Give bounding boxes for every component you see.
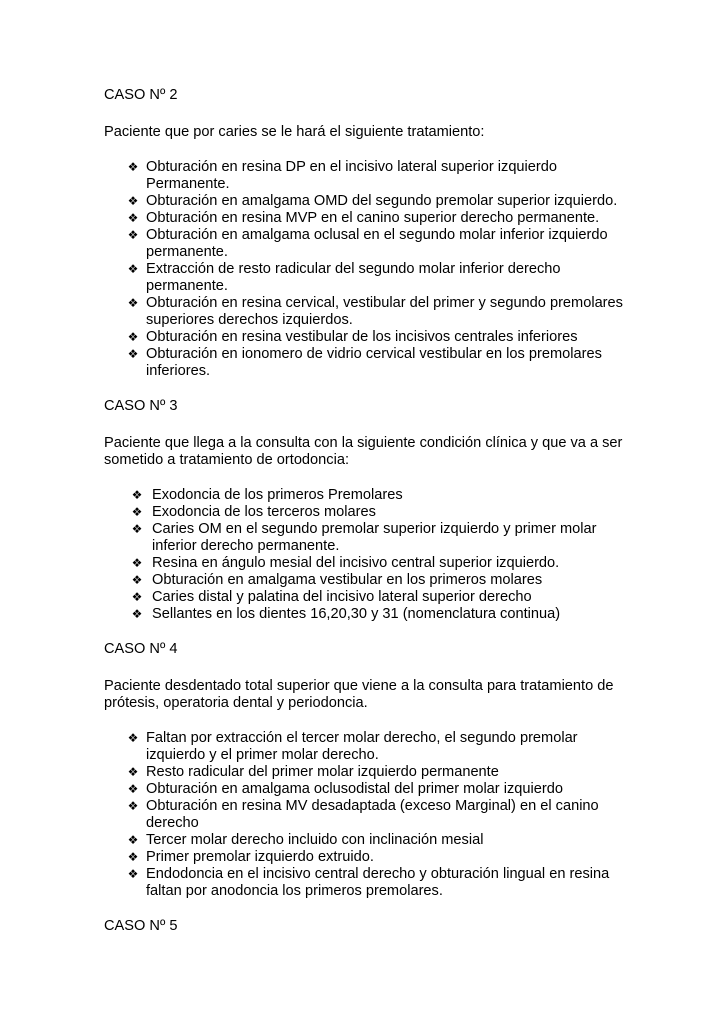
list-item	[104, 227, 628, 261]
case-4-section	[104, 641, 628, 918]
list-item	[104, 572, 628, 589]
list-item	[104, 261, 628, 295]
list-item	[104, 504, 628, 521]
list-item	[104, 781, 628, 798]
list-item-text: Obturación en amalgama oclusal en el segundo molar inferior izquierdo permanente.	[146, 227, 608, 260]
case-2-section	[104, 87, 628, 398]
diamond-bullet-icon: ❖	[127, 833, 139, 847]
list-item	[104, 832, 628, 849]
list-item	[104, 193, 628, 210]
case-intro: Paciente que por caries se le hará el siguiente tratamiento:	[104, 124, 485, 140]
case-heading: CASO Nº 5	[104, 918, 178, 934]
list-item-text: Sellantes en los dientes 16,20,30 y 31 (nomenclatura continua)	[152, 606, 561, 622]
diamond-bullet-icon: ❖	[127, 765, 139, 779]
list-item-text: Caries distal y palatina del incisivo lateral superior derecho	[152, 589, 532, 605]
diamond-bullet-icon: ❖	[131, 522, 143, 536]
list-item-text: Obturación en amalgama oclusodistal del primer molar izquierdo	[146, 781, 563, 797]
list-item-text: Caries OM en el segundo premolar superior izquierdo y primer molar inferior derecho permanente.	[152, 521, 597, 554]
diamond-bullet-icon: ❖	[127, 160, 139, 174]
list-item	[104, 764, 628, 781]
list-item	[104, 555, 628, 572]
case-intro: Paciente desdentado total superior que viene a la consulta para tratamiento de prótesis, operatoria dental y periodoncia.	[104, 678, 614, 711]
treatment-list	[104, 159, 628, 380]
case-heading: CASO Nº 2	[104, 87, 178, 103]
list-item-text: Exodoncia de los terceros molares	[152, 504, 376, 520]
list-item-text: Obturación en resina vestibular de los incisivos centrales inferiores	[146, 329, 578, 345]
diamond-bullet-icon: ❖	[131, 590, 143, 604]
case-heading: CASO Nº 3	[104, 398, 178, 414]
diamond-bullet-icon: ❖	[127, 262, 139, 276]
list-item	[104, 866, 628, 900]
list-item	[104, 487, 628, 504]
list-item-text: Obturación en resina MVP en el canino superior derecho permanente.	[146, 210, 600, 226]
case-3-section	[104, 398, 628, 641]
diamond-bullet-icon: ❖	[127, 228, 139, 242]
diamond-bullet-icon: ❖	[131, 607, 143, 621]
diamond-bullet-icon: ❖	[127, 782, 139, 796]
list-item-text: Obturación en resina DP en el incisivo lateral superior izquierdo Permanente.	[146, 159, 558, 192]
list-item	[104, 210, 628, 227]
diamond-bullet-icon: ❖	[131, 556, 143, 570]
list-item	[104, 589, 628, 606]
case-heading: CASO Nº 4	[104, 641, 178, 657]
list-item-text: Resina en ángulo mesial del incisivo central superior izquierdo.	[152, 555, 560, 571]
treatment-list	[104, 730, 628, 900]
list-item	[104, 295, 628, 329]
diamond-bullet-icon: ❖	[127, 799, 139, 813]
diamond-bullet-icon: ❖	[127, 850, 139, 864]
list-item-text: Endodoncia en el incisivo central derecho y obturación lingual en resina faltan por anodoncia los primeros premolares.	[146, 866, 610, 899]
diamond-bullet-icon: ❖	[127, 211, 139, 225]
list-item	[104, 329, 628, 346]
list-item	[104, 730, 628, 764]
treatment-list	[104, 487, 628, 623]
list-item	[104, 521, 628, 555]
list-item	[104, 849, 628, 866]
list-item-text: Extracción de resto radicular del segundo molar inferior derecho permanente.	[146, 261, 561, 294]
diamond-bullet-icon: ❖	[127, 347, 139, 361]
case-5-section	[104, 918, 628, 935]
diamond-bullet-icon: ❖	[127, 330, 139, 344]
list-item-text: Obturación en amalgama vestibular en los primeros molares	[152, 572, 543, 588]
list-item-text: Exodoncia de los primeros Premolares	[152, 487, 403, 503]
diamond-bullet-icon: ❖	[127, 867, 139, 881]
list-item	[104, 606, 628, 623]
diamond-bullet-icon: ❖	[131, 573, 143, 587]
list-item	[104, 798, 628, 832]
list-item-text: Primer premolar izquierdo extruido.	[146, 849, 374, 865]
diamond-bullet-icon: ❖	[131, 505, 143, 519]
list-item-text: Obturación en resina cervical, vestibular del primer y segundo premolares superiores derechos izquierdos.	[146, 295, 623, 328]
list-item-text: Obturación en amalgama OMD del segundo premolar superior izquierdo.	[146, 193, 618, 209]
diamond-bullet-icon: ❖	[127, 731, 139, 745]
diamond-bullet-icon: ❖	[127, 194, 139, 208]
list-item	[104, 159, 628, 193]
diamond-bullet-icon: ❖	[127, 296, 139, 310]
case-intro: Paciente que llega a la consulta con la siguiente condición clínica y que va a ser sometido a tratamiento de ortodoncia:	[104, 435, 623, 468]
list-item	[104, 346, 628, 380]
list-item-text: Obturación en resina MV desadaptada (exceso Marginal) en el canino derecho	[146, 798, 599, 831]
list-item-text: Faltan por extracción el tercer molar derecho, el segundo premolar izquierdo y el primer molar derecho.	[146, 730, 578, 763]
list-item-text: Obturación en ionomero de vidrio cervical vestibular en los premolares inferiores.	[146, 346, 602, 379]
list-item-text: Resto radicular del primer molar izquierdo permanente	[146, 764, 499, 780]
list-item-text: Tercer molar derecho incluido con inclinación mesial	[146, 832, 484, 848]
diamond-bullet-icon: ❖	[131, 488, 143, 502]
